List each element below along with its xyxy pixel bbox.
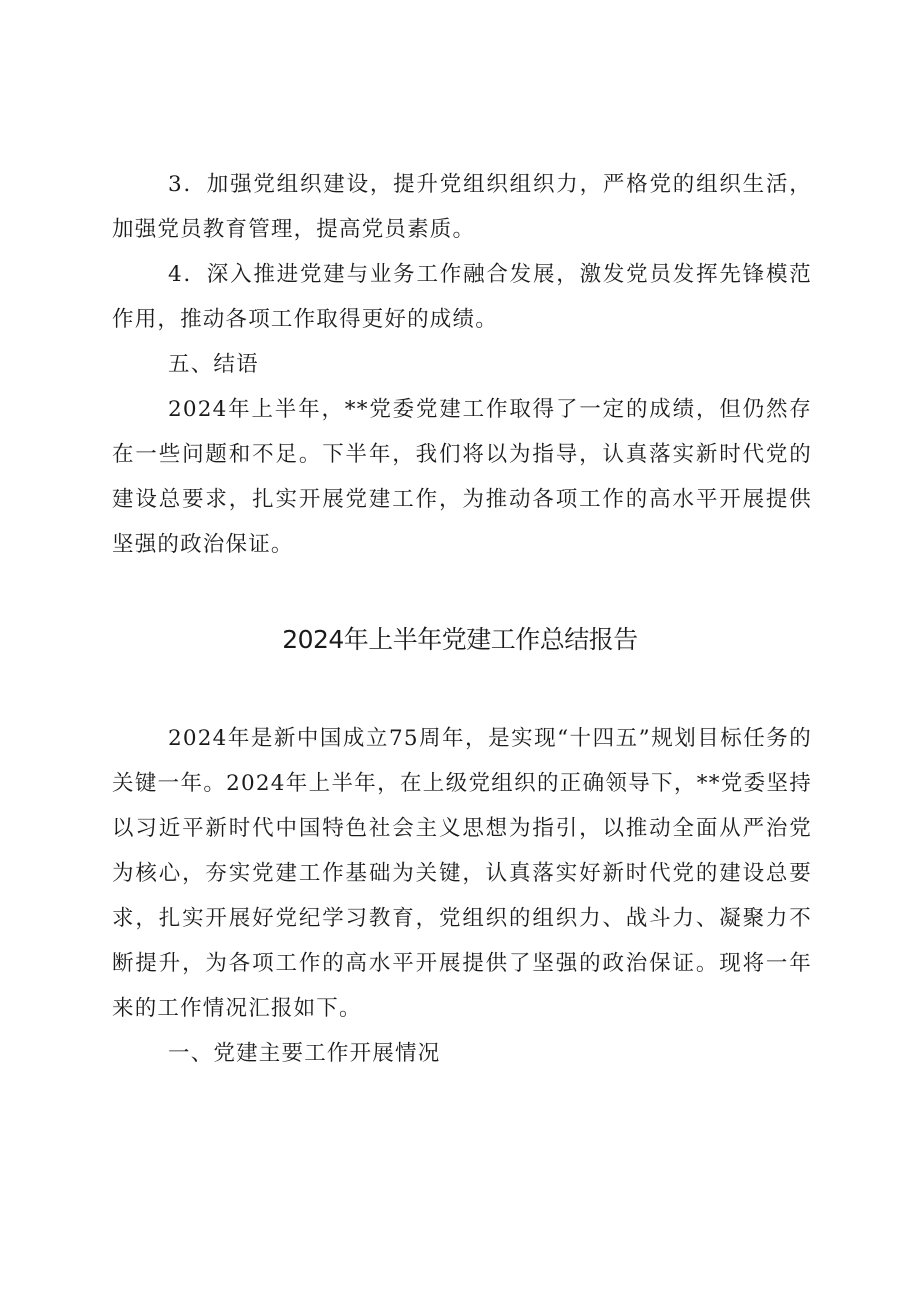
conclusion-paragraph: 2024年上半年，**党委党建工作取得了一定的成绩，但仍然存在一些问题和不足。下半年，我们将以为指导，认真落实新时代党的建设总要求，扎实开展党建工作，为推动各项工作的高水平开展提供坚强的政治保证。 [112,397,812,557]
section-heading-1: 一、党建主要工作开展情况 [168,1041,441,1066]
intro-paragraph: 2024年是新中国成立75周年，是实现“十四五”规划目标任务的关键一年。2024年上半年，在上级党组织的正确领导下，**党委坚持以习近平新时代中国特色社会主义思想为指引，以推动全面从严治党为核心，夯实党建工作基础为关键，认真落实好新时代党的建设总要求，扎实开展好党纪学习教育，党组织的组织力、战斗力、凝聚力不断提升，为各项工作的高水平开展提供了坚强的政治保证。现将一年来的工作情况汇报如下。 [112,726,812,1021]
document-title: 2024年上半年党建工作总结报告 [282,625,638,654]
list-item-3: 3．加强党组织建设，提升党组织组织力，严格党的组织生活，加强党员教育管理，提高党员素质。 [112,172,812,242]
section-heading-conclusion: 五、结语 [168,352,259,377]
list-item-4: 4．深入推进党建与业务工作融合发展，激发党员发挥先锋模范作用，推动各项工作取得更好的成绩。 [112,262,812,332]
